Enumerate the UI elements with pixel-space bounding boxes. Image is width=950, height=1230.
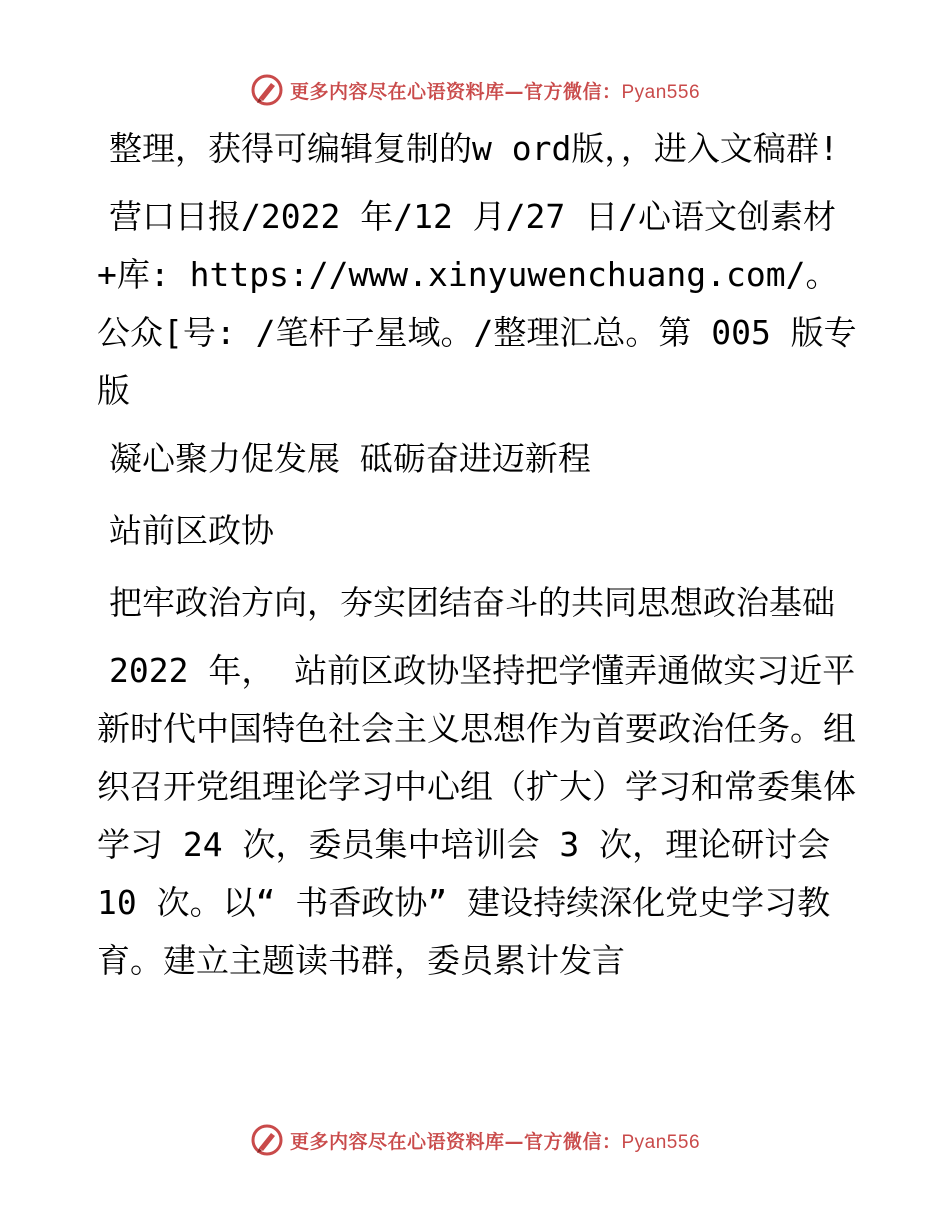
- pen-logo-icon: [250, 73, 284, 107]
- section-heading: 把牢政治方向，夯实团结奋斗的共同思想政治基础: [109, 583, 835, 622]
- banner-text: [290, 1127, 700, 1154]
- paragraph-intro: 整理，获得可编辑复制的w ord版，，进入文稿群!: [109, 129, 839, 168]
- banner-text: [290, 77, 700, 104]
- paragraph-body: 2022 年， 站前区政协坚持把学懂弄通做实习近平新时代中国特色社会主义思想作为首要政治任务。组织召开党组理论学习中心组（扩大）学习和常委集体学习 24 次，委员集中培训会 3 次，理论研讨会 10 次。以“ 书香政协” 建设持续深化党史学习教育。建立主题读书群，委员累计发言: [97, 651, 856, 980]
- pen-logo-icon: [250, 1123, 284, 1157]
- banner-wechat-id: Pyan556: [621, 1131, 701, 1153]
- document-body: [97, 120, 857, 990]
- header-banner: [0, 70, 950, 110]
- article-author: 站前区政协: [109, 511, 274, 550]
- article-title: 凝心聚力促发展 砥砺奋进迈新程: [109, 439, 591, 478]
- banner-label: 更多内容尽在心语资料库—官方微信：: [289, 80, 622, 103]
- banner-label: 更多内容尽在心语资料库—官方微信：: [289, 1130, 622, 1153]
- paragraph-source: 营口日报/2022 年/12 月/27 日/心语文创素材+库: https://www.xinyuwenchuang.com/。公众[号: /笔杆子星域。/整理汇总。第 005 版专版: [97, 197, 857, 410]
- footer-banner: [0, 1120, 950, 1160]
- banner-wechat-id: Pyan556: [621, 81, 701, 103]
